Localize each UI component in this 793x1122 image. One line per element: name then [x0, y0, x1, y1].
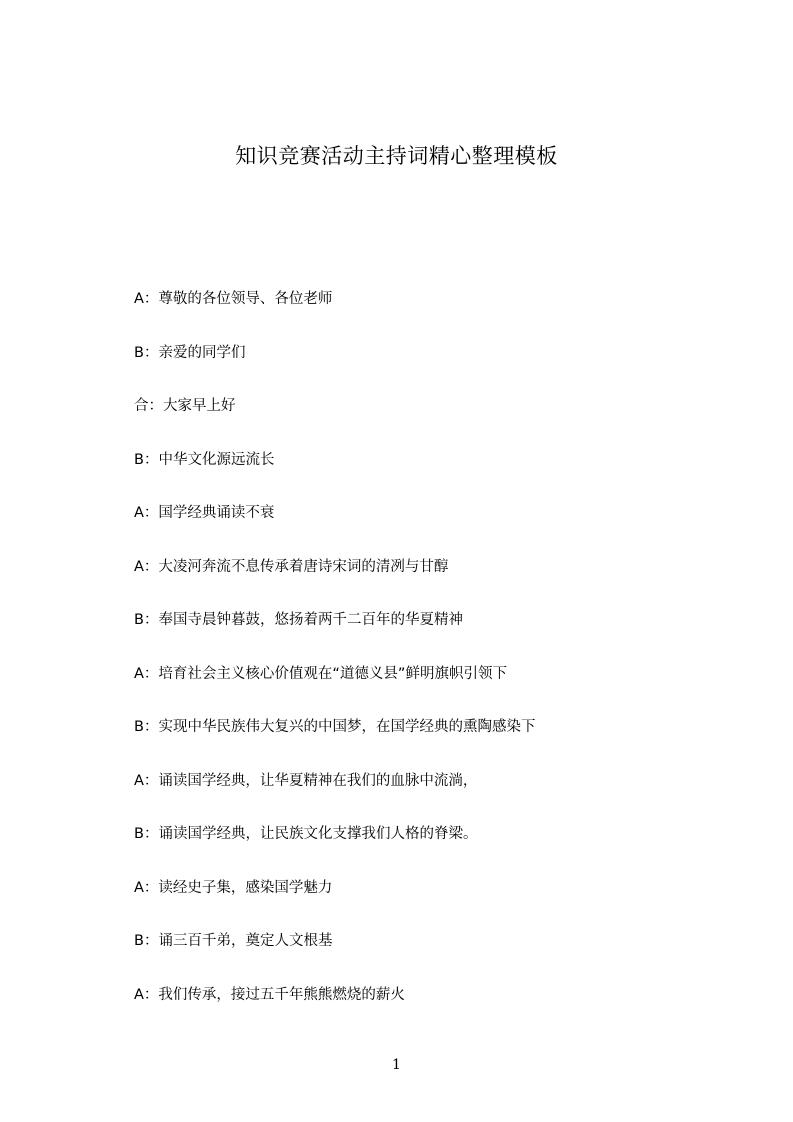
script-line: A：尊敬的各位领导、各位老师 [134, 291, 333, 307]
script-line: B：诵读国学经典，让民族文化支撑我们人格的脊梁。 [134, 826, 478, 842]
page-number: 1 [392, 1057, 401, 1073]
script-line: B：实现中华民族伟大复兴的中国梦，在国学经典的熏陶感染下 [134, 719, 536, 735]
document-title: 知识竞赛活动主持词精心整理模板 [235, 144, 558, 168]
script-line: A：读经史子集，感染国学魅力 [134, 879, 333, 896]
script-line: B：奉国寺晨钟暮鼓，悠扬着两千二百年的华夏精神 [134, 612, 463, 628]
script-lines [134, 288, 694, 1037]
script-line: A：国学经典诵读不衰 [134, 505, 275, 521]
script-line: B：诵三百千弟，奠定人文根基 [134, 933, 333, 949]
script-line: A：培育社会主义核心价值观在“道德义县”鲜明旗帜引领下 [134, 665, 507, 682]
script-line: B：中华文化源远流长 [134, 451, 275, 468]
script-line: A：大凌河奔流不息传承着唐诗宋词的清冽与甘醇 [134, 558, 449, 575]
script-line: A：我们传承，接过五千年熊熊燃烧的薪火 [134, 986, 405, 1003]
script-line: B：亲爱的同学们 [134, 344, 246, 361]
script-line: 合：大家早上好 [134, 398, 236, 414]
script-line: A：诵读国学经典，让华夏精神在我们的血脉中流淌， [134, 772, 478, 789]
